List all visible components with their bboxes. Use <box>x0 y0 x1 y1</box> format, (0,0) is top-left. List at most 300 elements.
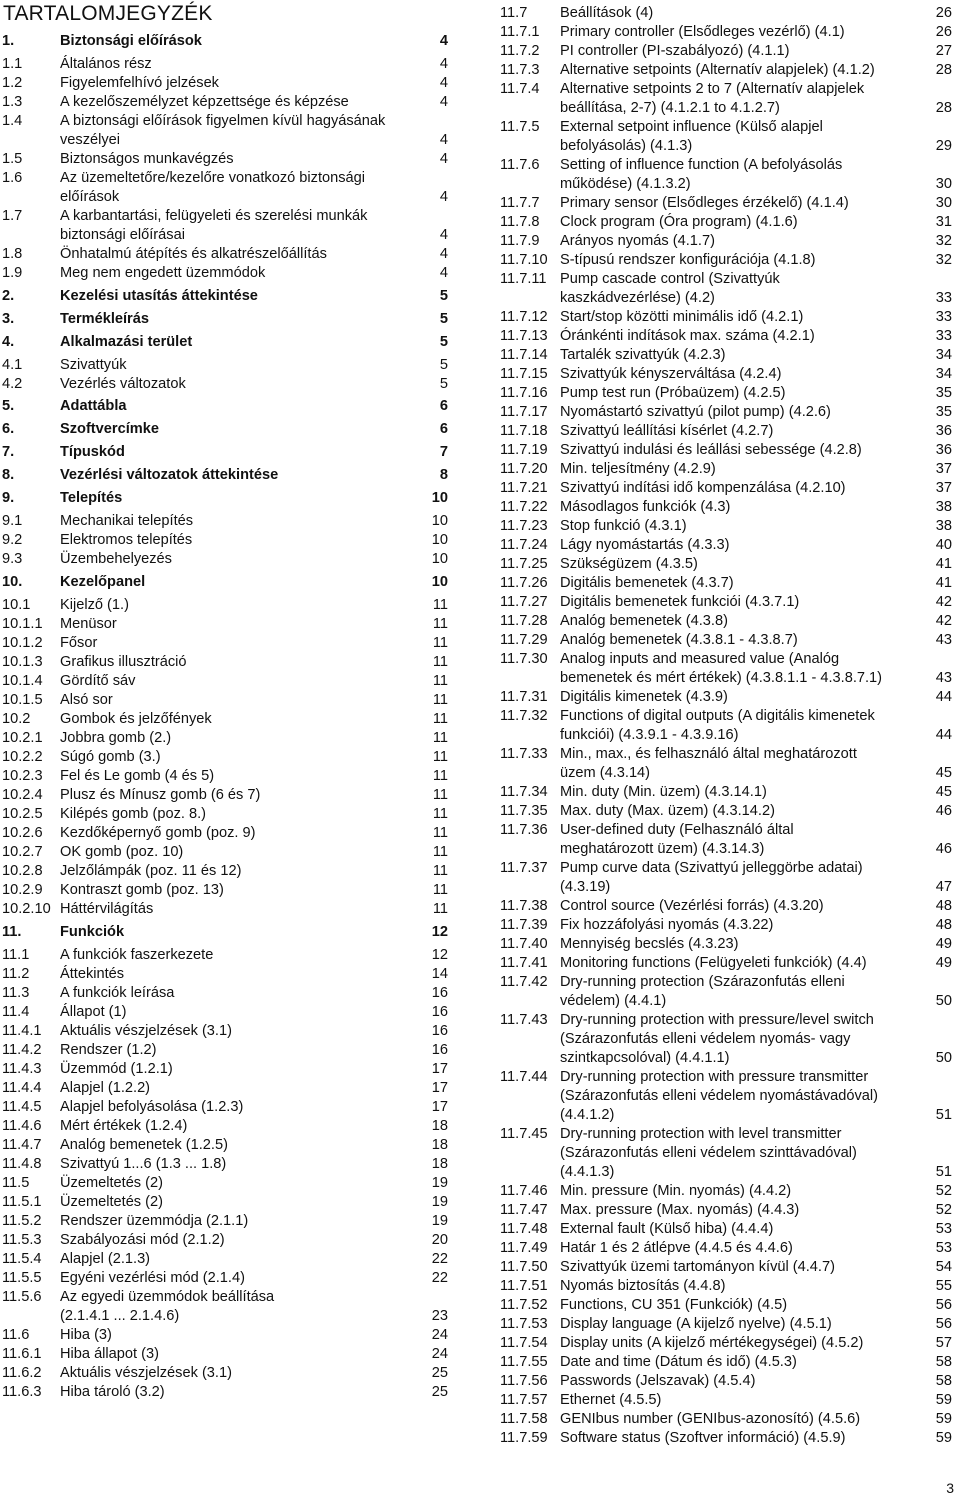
toc-entry-title: veszélyei <box>60 131 121 148</box>
toc-entry[interactable] <box>2 1098 460 1117</box>
toc-entry[interactable] <box>2 375 460 394</box>
toc-entry-number: 11.7.34 <box>500 784 548 800</box>
toc-entry[interactable] <box>2 1269 460 1288</box>
toc-entry[interactable] <box>500 1011 958 1068</box>
toc-entry[interactable] <box>500 631 958 650</box>
toc-entry-number: 11.7.45 <box>500 1126 548 1142</box>
toc-entry-page: 6 <box>439 421 448 438</box>
toc-entry-number: 5. <box>2 398 15 415</box>
toc-entry[interactable] <box>2 729 460 748</box>
toc-entry-page: 5 <box>439 356 448 373</box>
toc-entry-title: Szivattyú leállítási kísérlet (4.2.7) <box>560 423 774 439</box>
toc-entry[interactable] <box>2 1155 460 1174</box>
toc-entry-page: 52 <box>935 1183 952 1199</box>
toc-entry-title: Üzemmód (1.2.1) <box>60 1060 173 1077</box>
toc-entry-page: 10 <box>431 550 448 567</box>
toc-entry[interactable] <box>500 1296 958 1315</box>
toc-entry[interactable] <box>500 1315 958 1334</box>
toc-entry[interactable] <box>500 859 958 897</box>
toc-entry-page: 4 <box>439 264 448 281</box>
toc-entry-number: 11.7.48 <box>500 1221 548 1237</box>
toc-entry-page: 48 <box>935 898 952 914</box>
toc-entry[interactable] <box>500 1239 958 1258</box>
toc-entry-page: 38 <box>935 499 952 515</box>
toc-entry-page: 56 <box>935 1297 952 1313</box>
toc-entry-page: 5 <box>439 310 448 327</box>
toc-entry-page: 37 <box>935 480 952 496</box>
toc-entry-number: 11.5.3 <box>2 1231 42 1248</box>
toc-entry-title: External setpoint influence (Külső alapjel <box>560 119 823 135</box>
toc-entry-page: 5 <box>439 287 448 304</box>
toc-entry-page: 44 <box>935 689 952 705</box>
toc-entry-page: 4 <box>439 150 448 167</box>
toc-entry-number: 11.4.8 <box>2 1155 42 1172</box>
toc-entry-number: 1.3 <box>2 93 23 110</box>
toc-entry-title: Jobbra gomb (2.) <box>60 729 172 746</box>
toc-entry-page: 18 <box>431 1117 448 1134</box>
toc-entry[interactable] <box>2 466 460 485</box>
toc-entry[interactable] <box>2 824 460 843</box>
toc-entry-page: 23 <box>431 1307 448 1324</box>
toc-entry-number: 11.7.44 <box>500 1069 548 1085</box>
toc-entry[interactable] <box>2 1041 460 1060</box>
toc-entry[interactable] <box>500 650 958 688</box>
toc-entry[interactable] <box>2 1060 460 1079</box>
toc-entry[interactable] <box>500 213 958 232</box>
toc-entry-number: 11.5.2 <box>2 1212 42 1229</box>
toc-entry-number: 11.7.12 <box>500 309 548 325</box>
toc-entry-title: Nyomás biztosítás (4.4.8) <box>560 1278 726 1294</box>
toc-entry[interactable] <box>500 574 958 593</box>
toc-entry-number: 10.2.7 <box>2 843 43 860</box>
toc-entry[interactable] <box>2 112 460 150</box>
toc-entry-title: Digitális bemenetek (4.3.7) <box>560 575 734 591</box>
toc-entry[interactable] <box>2 786 460 805</box>
toc-entry-page: 4 <box>439 74 448 91</box>
toc-entry-page: 43 <box>935 632 952 648</box>
toc-entry-title: Functions of digital outputs (A digitális kimenetek <box>560 708 875 724</box>
toc-entry-number: 11.7.29 <box>500 632 548 648</box>
toc-entry[interactable] <box>2 984 460 1003</box>
toc-entry[interactable] <box>500 745 958 783</box>
toc-entry-title: Dry-running protection with pressure/level switch <box>560 1012 874 1028</box>
toc-entry-page: 59 <box>935 1392 952 1408</box>
toc-entry[interactable] <box>500 4 958 23</box>
toc-entry-number: 11.4.5 <box>2 1098 42 1115</box>
toc-entry[interactable] <box>2 1022 460 1041</box>
toc-entry-title: Kezdőképernyő gomb (poz. 9) <box>60 824 256 841</box>
toc-entry-page: 41 <box>935 556 952 572</box>
toc-entry-title: üzem (4.3.14) <box>560 765 651 781</box>
toc-entry[interactable] <box>500 1353 958 1372</box>
toc-entry-title: Biztonságos munkavégzés <box>60 150 234 167</box>
toc-entry[interactable] <box>2 1003 460 1022</box>
toc-entry[interactable] <box>2 310 460 329</box>
toc-entry[interactable] <box>2 946 460 965</box>
toc-entry-page: 4 <box>439 188 448 205</box>
toc-entry[interactable] <box>500 251 958 270</box>
toc-entry[interactable] <box>500 61 958 80</box>
toc-entry[interactable] <box>2 1345 460 1364</box>
toc-entry-number: 10.2.10 <box>2 900 51 917</box>
toc-entry[interactable] <box>2 93 460 112</box>
toc-entry-page: 14 <box>431 965 448 982</box>
toc-entry-page: 6 <box>439 398 448 415</box>
toc-entry-page: 56 <box>935 1316 952 1332</box>
toc-entry[interactable] <box>500 1182 958 1201</box>
toc-entry[interactable] <box>2 55 460 74</box>
toc-entry[interactable] <box>500 365 958 384</box>
toc-entry[interactable] <box>500 1391 958 1410</box>
toc-entry[interactable] <box>500 973 958 1011</box>
toc-entry-number: 11.7.56 <box>500 1373 548 1389</box>
toc-entry[interactable] <box>2 420 460 439</box>
toc-entry-number: 10.2.5 <box>2 805 43 822</box>
toc-entry-number: 10.1.4 <box>2 672 43 689</box>
toc-entry-title: Határ 1 és 2 átlépve (4.4.5 és 4.4.6) <box>560 1240 793 1256</box>
toc-entry-title: Aktuális vészjelzések (3.1) <box>60 1364 232 1381</box>
toc-entry-page: 59 <box>935 1430 952 1446</box>
toc-entry-number: 10.2.6 <box>2 824 43 841</box>
toc-entry-title: Az egyedi üzemmódok beállítása <box>60 1288 275 1305</box>
toc-entry-number: 11.7.11 <box>500 271 547 287</box>
toc-entry-page: 4 <box>439 55 448 72</box>
toc-entry-number: 11.4.4 <box>2 1079 42 1096</box>
toc-entry-title: (Szárazonfutás elleni védelem szinttávadóval) <box>560 1145 857 1161</box>
toc-entry[interactable] <box>500 954 958 973</box>
toc-entry-number: 11.7.41 <box>500 955 548 971</box>
toc-entry-number: 11.4.1 <box>2 1022 42 1039</box>
toc-entry-title: Stop funkció (4.3.1) <box>560 518 687 534</box>
toc-entry-number: 10.1.5 <box>2 691 43 708</box>
toc-entry-number: 11.7.16 <box>500 385 548 401</box>
toc-entry-number: 11.7.17 <box>500 404 548 420</box>
toc-entry[interactable] <box>500 517 958 536</box>
toc-entry-page: 19 <box>431 1174 448 1191</box>
toc-entry-number: 11.7.36 <box>500 822 548 838</box>
toc-entry[interactable] <box>2 443 460 462</box>
toc-entry-page: 46 <box>935 803 952 819</box>
toc-entry[interactable] <box>2 207 460 245</box>
toc-entry-title: Vezérlés változatok <box>60 375 186 392</box>
toc-entry[interactable] <box>500 308 958 327</box>
toc-entry[interactable] <box>500 821 958 859</box>
toc-entry[interactable] <box>2 596 460 615</box>
toc-entry-title: (Szárazonfutás elleni védelem nyomástávadóval) <box>560 1088 878 1104</box>
toc-entry-title: Adattábla <box>60 398 127 415</box>
toc-entry[interactable] <box>2 531 460 550</box>
toc-entry-title: védelem) (4.4.1) <box>560 993 667 1009</box>
toc-entry-title: Fix hozzáfolyási nyomás (4.3.22) <box>560 917 774 933</box>
toc-entry-page: 11 <box>432 843 448 860</box>
toc-entry[interactable] <box>500 536 958 555</box>
toc-entry[interactable] <box>2 862 460 881</box>
toc-entry[interactable] <box>2 900 460 919</box>
toc-entry[interactable] <box>500 707 958 745</box>
toc-entry-title: Szivattyúk üzemi tartományon kívül (4.4.7) <box>560 1259 835 1275</box>
toc-entry-title: Szivattyú indítási idő kompenzálása (4.2.10) <box>560 480 846 496</box>
toc-entry-title: A karbantartási, felügyeleti és szerelési munkák <box>60 207 368 224</box>
toc-entry[interactable] <box>2 1288 460 1326</box>
toc-entry-title: Állapot (1) <box>60 1003 127 1020</box>
toc-entry[interactable] <box>2 710 460 729</box>
toc-entry-title: A biztonsági előírások figyelmen kívül hagyásának <box>60 112 386 129</box>
toc-entry-page: 11 <box>432 767 448 784</box>
toc-entry-title: Min. duty (Min. üzem) (4.3.14.1) <box>560 784 767 800</box>
toc-entry-page: 49 <box>935 955 952 971</box>
toc-entry[interactable] <box>500 232 958 251</box>
toc-entry-number: 11.5 <box>2 1174 30 1191</box>
toc-entry[interactable] <box>2 356 460 375</box>
toc-entry[interactable] <box>500 479 958 498</box>
toc-entry[interactable] <box>2 1383 460 1402</box>
toc-entry[interactable] <box>500 346 958 365</box>
toc-entry-title: Passwords (Jelszavak) (4.5.4) <box>560 1373 756 1389</box>
toc-entry-number: 3. <box>2 310 15 327</box>
toc-entry[interactable] <box>2 923 460 942</box>
toc-entry[interactable] <box>2 245 460 264</box>
toc-entry[interactable] <box>2 653 460 672</box>
toc-entry-page: 11 <box>432 748 448 765</box>
toc-entry[interactable] <box>2 264 460 283</box>
toc-entry[interactable] <box>2 843 460 862</box>
toc-entry-page: 53 <box>935 1221 952 1237</box>
toc-entry-title: Pump test run (Próbaüzem) (4.2.5) <box>560 385 786 401</box>
toc-entry-title: Elektromos telepítés <box>60 531 193 548</box>
toc-entry-title: kaszkádvezérlése) (4.2) <box>560 290 715 306</box>
toc-entry-number: 7. <box>2 444 15 461</box>
toc-entry-number: 11.7.31 <box>500 689 548 705</box>
toc-entry-number: 1.8 <box>2 245 23 262</box>
toc-entry-title: Szivattyú indulási és leállási sebessége (4.2.8) <box>560 442 862 458</box>
toc-entry[interactable] <box>2 150 460 169</box>
toc-entry[interactable] <box>500 441 958 460</box>
toc-entry-page: 20 <box>431 1231 448 1248</box>
toc-entry-number: 1.6 <box>2 169 23 186</box>
page-title: TARTALOMJEGYZÉK <box>3 2 213 25</box>
toc-entry-page: 58 <box>935 1373 952 1389</box>
toc-entry[interactable] <box>500 1220 958 1239</box>
toc-entry[interactable] <box>500 118 958 156</box>
toc-entry[interactable] <box>2 634 460 653</box>
toc-entry-number: 11.4.6 <box>2 1117 42 1134</box>
toc-entry-title: Clock program (Óra program) (4.1.6) <box>560 214 798 230</box>
toc-entry-title: Rendszer üzemmódja (2.1.1) <box>60 1212 249 1229</box>
toc-entry-page: 25 <box>431 1383 448 1400</box>
toc-entry-title: Menüsor <box>60 615 117 632</box>
toc-entry[interactable] <box>2 1174 460 1193</box>
toc-entry-page: 45 <box>935 784 952 800</box>
toc-entry-title: Szivattyúk kényszerváltása (4.2.4) <box>560 366 782 382</box>
toc-entry[interactable] <box>2 74 460 93</box>
toc-entry[interactable] <box>2 1212 460 1231</box>
toc-entry[interactable] <box>500 498 958 517</box>
toc-entry-title: External fault (Külső hiba) (4.4.4) <box>560 1221 774 1237</box>
toc-entry-title: Primary controller (Elsődleges vezérlő) (4.1) <box>560 24 845 40</box>
toc-entry-title: Óránkénti indítások max. száma (4.2.1) <box>560 328 815 344</box>
toc-entry-title: előírások <box>60 188 120 205</box>
toc-entry-page: 24 <box>431 1326 448 1343</box>
toc-entry[interactable] <box>2 1364 460 1383</box>
toc-entry-number: 11.1 <box>2 946 30 963</box>
toc-entry[interactable] <box>500 384 958 403</box>
toc-entry[interactable] <box>2 691 460 710</box>
toc-entry-title: Max. duty (Max. üzem) (4.3.14.2) <box>560 803 775 819</box>
toc-entry-title: A kezelőszemélyzet képzettsége és képzése <box>60 93 349 110</box>
toc-entry[interactable] <box>500 270 958 308</box>
toc-entry[interactable] <box>500 1429 958 1448</box>
toc-entry-number: 11.7.6 <box>500 157 540 173</box>
toc-entry[interactable] <box>2 397 460 416</box>
toc-entry[interactable] <box>500 422 958 441</box>
toc-entry[interactable] <box>2 965 460 984</box>
toc-entry-number: 11.4.7 <box>2 1136 42 1153</box>
toc-entry[interactable] <box>2 1231 460 1250</box>
toc-entry-title: Analóg bemenetek (1.2.5) <box>60 1136 228 1153</box>
toc-entry-title: Plusz és Mínusz gomb (6 és 7) <box>60 786 261 803</box>
toc-entry-page: 11 <box>432 729 448 746</box>
toc-entry[interactable] <box>500 80 958 118</box>
toc-entry-number: 11.7.24 <box>500 537 548 553</box>
toc-entry-page: 18 <box>431 1155 448 1172</box>
toc-entry-title: Alapjel (2.1.3) <box>60 1250 151 1267</box>
toc-entry-page: 19 <box>431 1193 448 1210</box>
toc-entry[interactable] <box>500 1068 958 1125</box>
toc-entry-number: 11.7.54 <box>500 1335 548 1351</box>
toc-entry[interactable] <box>2 805 460 824</box>
toc-entry-title: Üzemeltetés (2) <box>60 1193 163 1210</box>
toc-entry-page: 11 <box>432 672 448 689</box>
toc-entry-page: 53 <box>935 1240 952 1256</box>
toc-entry-page: 4 <box>439 131 448 148</box>
toc-entry[interactable] <box>500 1277 958 1296</box>
toc-entry-page: 36 <box>935 442 952 458</box>
toc-entry-number: 11.6.1 <box>2 1345 42 1362</box>
toc-entry-title: Alternative setpoints (Alternatív alapjelek) (4.1.2) <box>560 62 875 78</box>
toc-entry[interactable] <box>2 1079 460 1098</box>
toc-entry-page: 16 <box>431 1003 448 1020</box>
toc-entry-number: 11.7.5 <box>500 119 540 135</box>
toc-entry[interactable] <box>500 916 958 935</box>
toc-entry[interactable] <box>2 512 460 531</box>
toc-entry[interactable] <box>2 573 460 592</box>
toc-entry-page: 16 <box>431 1041 448 1058</box>
toc-entry-title: Beállítások (4) <box>560 5 654 21</box>
toc-entry-title: Telepítés <box>60 490 123 506</box>
toc-entry[interactable] <box>500 612 958 631</box>
toc-entry[interactable] <box>500 555 958 574</box>
toc-entry-page: 11 <box>432 824 448 841</box>
toc-entry-title: Nyomástartó szivattyú (pilot pump) (4.2.6) <box>560 404 831 420</box>
toc-entry-title: Min., max., és felhasználó által meghatározott <box>560 746 857 762</box>
toc-entry[interactable] <box>500 1334 958 1353</box>
toc-entry[interactable] <box>2 881 460 900</box>
toc-entry[interactable] <box>2 169 460 207</box>
toc-entry-title: Kilépés gomb (poz. 8.) <box>60 805 207 822</box>
toc-entry-title: Tartalék szivattyúk (4.2.3) <box>560 347 726 363</box>
toc-entry-number: 11.7.15 <box>500 366 548 382</box>
toc-entry[interactable] <box>500 1125 958 1182</box>
toc-entry-number: 11.7.57 <box>500 1392 548 1408</box>
toc-entry-title: bemenetek és mért értékek) (4.3.8.1.1 - 4.3.8.7.1) <box>560 670 883 686</box>
toc-entry-page: 11 <box>432 691 448 708</box>
toc-entry-page: 11 <box>432 634 448 651</box>
toc-entry[interactable] <box>500 23 958 42</box>
toc-entry[interactable] <box>500 935 958 954</box>
toc-entry[interactable] <box>500 1372 958 1391</box>
toc-entry-number: 9.2 <box>2 531 23 548</box>
toc-entry[interactable] <box>2 767 460 786</box>
toc-entry[interactable] <box>500 593 958 612</box>
toc-entry-title: Analóg bemenetek (4.3.8.1 - 4.3.8.7) <box>560 632 798 648</box>
toc-entry[interactable] <box>2 1326 460 1345</box>
toc-entry-number: 11.7.55 <box>500 1354 548 1370</box>
toc-entry[interactable] <box>500 1201 958 1220</box>
toc-entry[interactable] <box>500 460 958 479</box>
toc-entry[interactable] <box>500 327 958 346</box>
toc-entry-title: Kijelző (1.) <box>60 596 129 613</box>
toc-entry[interactable] <box>2 615 460 634</box>
toc-entry[interactable] <box>500 42 958 61</box>
toc-entry[interactable] <box>2 1250 460 1269</box>
toc-entry-number: 10.1.1 <box>2 615 43 632</box>
toc-entry[interactable] <box>2 748 460 767</box>
toc-entry-number: 11.7 <box>500 5 528 21</box>
toc-entry-number: 1. <box>2 33 15 49</box>
toc-entry[interactable] <box>500 194 958 213</box>
toc-entry-number: 11.4.2 <box>2 1041 42 1058</box>
toc-entry[interactable] <box>2 1117 460 1136</box>
toc-entry[interactable] <box>500 783 958 802</box>
toc-entry-title: Kezelőpanel <box>60 573 146 590</box>
toc-entry-page: 11 <box>432 786 448 803</box>
toc-entry-title: Szükségüzem (4.3.5) <box>560 556 698 572</box>
toc-entry-page: 11 <box>432 596 448 613</box>
toc-entry-page: 12 <box>431 923 448 940</box>
toc-entry[interactable] <box>500 688 958 707</box>
toc-entry[interactable] <box>2 287 460 306</box>
toc-entry[interactable] <box>500 802 958 821</box>
toc-entry[interactable] <box>2 1193 460 1212</box>
toc-entry[interactable] <box>500 1258 958 1277</box>
toc-entry-page: 16 <box>431 1022 448 1039</box>
toc-entry[interactable] <box>500 1410 958 1429</box>
toc-entry[interactable] <box>2 333 460 352</box>
toc-entry[interactable] <box>2 32 460 51</box>
toc-entry[interactable] <box>2 1136 460 1155</box>
toc-entry-number: 10.1 <box>2 596 31 613</box>
toc-entry-page: 51 <box>935 1164 952 1180</box>
toc-entry[interactable] <box>500 403 958 422</box>
toc-entry[interactable] <box>2 672 460 691</box>
toc-entry-number: 10.2.8 <box>2 862 43 879</box>
toc-entry-title: Control source (Vezérlési forrás) (4.3.20) <box>560 898 824 914</box>
toc-entry-title: befolyásolás) (4.1.3) <box>560 138 693 154</box>
toc-entry-title: (Szárazonfutás elleni védelem nyomás- vagy <box>560 1031 851 1047</box>
toc-entry[interactable] <box>2 489 460 508</box>
toc-entry[interactable] <box>500 897 958 916</box>
toc-entry-page: 26 <box>935 24 952 40</box>
toc-entry-page: 26 <box>935 5 952 21</box>
toc-entry-title: (4.4.1.3) <box>560 1164 615 1180</box>
toc-entry-page: 10 <box>431 490 448 506</box>
toc-entry-number: 11.7.30 <box>500 651 548 667</box>
toc-entry[interactable] <box>500 156 958 194</box>
toc-entry-number: 11.7.58 <box>500 1411 548 1427</box>
toc-entry[interactable] <box>2 550 460 569</box>
toc-entry-number: 1.4 <box>2 112 23 129</box>
toc-entry-page: 38 <box>935 518 952 534</box>
